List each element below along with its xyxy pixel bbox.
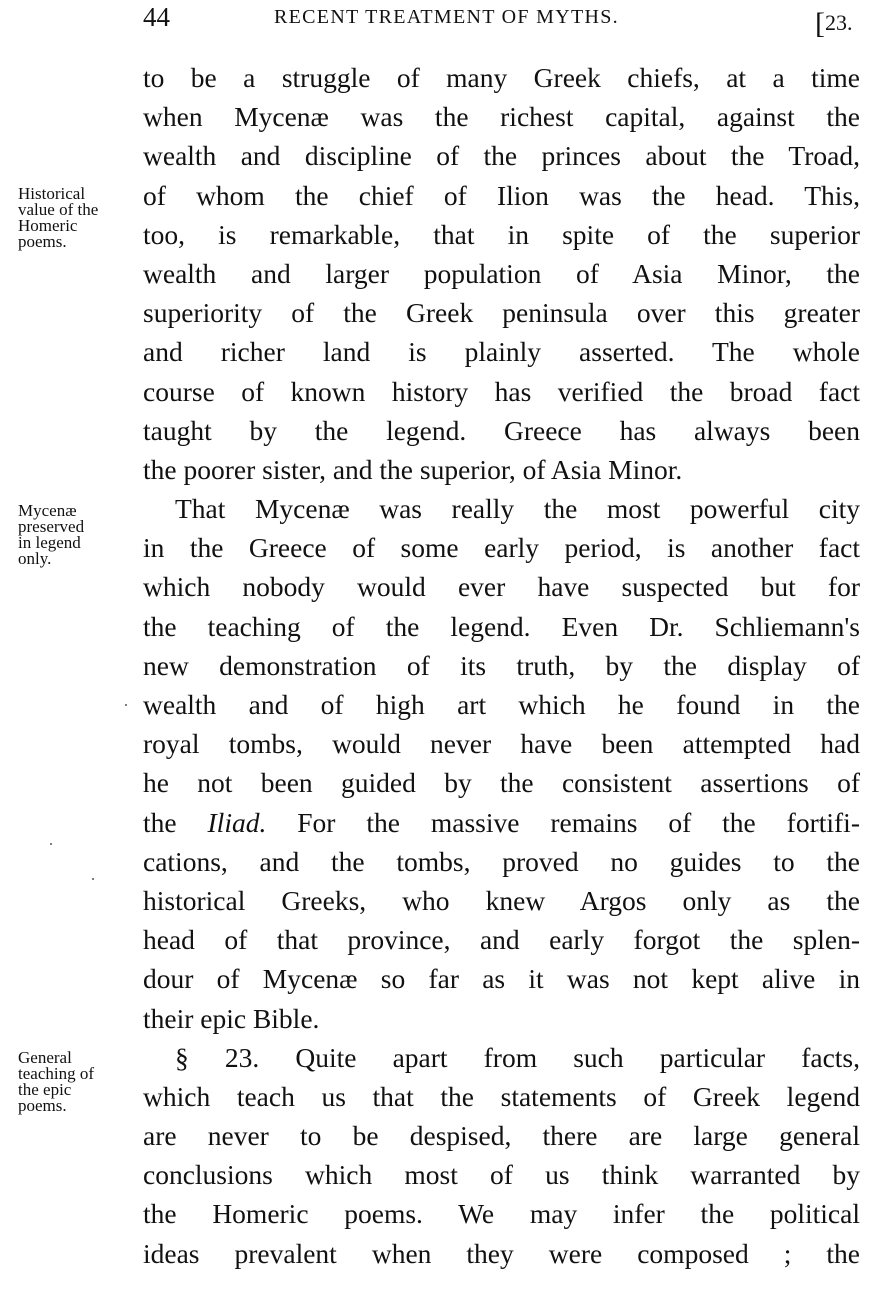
text-line: the Homeric poems. We may infer the political (143, 1198, 860, 1230)
margin-note-historical-value (18, 186, 98, 250)
text-line: wealth and of high art which he found in the (143, 689, 860, 720)
text-line-with-italic (143, 803, 860, 842)
margin-note-line: poems. (18, 1096, 67, 1115)
body-text (143, 58, 860, 1273)
text-line: taught by the legend. Greece has always been (143, 414, 860, 446)
text-line: dour of Mycenæ so far as it was not kept alive in (143, 963, 860, 995)
text-line: he not been guided by the consistent assertions of (143, 767, 860, 799)
text-line: head of that province, and early forgot the splen- (143, 924, 860, 956)
running-title: RECENT TREATMENT OF MYTHS. (274, 6, 619, 28)
text-line: to be a struggle of many Greek chiefs, at a time (143, 62, 860, 93)
text-line: which teach us that the statements of Greek legend (143, 1080, 860, 1112)
margin-note-line: General (18, 1048, 72, 1067)
section-reference-number: 23. (825, 10, 853, 35)
margin-note-line: in legend (18, 533, 81, 552)
text-line: royal tombs, would never have been attempted had (143, 728, 860, 760)
text-line: new demonstration of its truth, by the display of (143, 649, 860, 681)
text-line: historical Greeks, who knew Argos only as the (143, 884, 860, 916)
text-line: and richer land is plainly asserted. The whole (143, 336, 860, 368)
text-line: ideas prevalent when they were composed ; the (143, 1237, 860, 1269)
text-line: cations, and the tombs, proved no guides to the (143, 845, 860, 877)
text-line: the teaching of the legend. Even Dr. Schliemann's (143, 610, 860, 642)
margin-note-line: Historical (18, 184, 86, 203)
text-line: course of known history has verified the broad fact (143, 375, 860, 407)
margin-note-general-teaching (18, 1050, 94, 1114)
margin-note-mycenae (18, 503, 84, 567)
text-line: too, is remarkable, that in spite of the superior (143, 218, 860, 250)
margin-note-line: poems. (18, 232, 67, 251)
text-line: wealth and larger population of Asia Minor, the (143, 257, 860, 289)
text-line: of whom the chief of Ilion was the head. This, (143, 179, 860, 211)
text-line: which nobody would ever have suspected but for (143, 571, 860, 603)
text-line: § 23. Quite apart from such particular facts, (175, 1041, 860, 1073)
text-line: That Mycenæ was really the most powerful city (175, 493, 860, 525)
section-reference: [23. (815, 7, 853, 40)
text-line: superiority of the Greek peninsula over this greater (143, 297, 860, 329)
text-line: in the Greece of some early period, is another fact (143, 532, 860, 564)
text-line: conclusions which most of us think warranted by (143, 1159, 860, 1191)
page-header (0, 2, 890, 38)
margin-note-line: Homeric (18, 216, 78, 235)
ink-speck (92, 878, 94, 880)
ink-speck (125, 704, 127, 706)
italic-title: Iliad. (207, 806, 267, 838)
page-number: 44 (143, 2, 170, 32)
margin-note-line: preserved (18, 517, 85, 536)
margin-note-line: the epic (18, 1080, 72, 1099)
text-line: wealth and discipline of the princes about the Troad, (143, 140, 860, 172)
text-line: their epic Bible. (143, 1002, 320, 1034)
margin-note-line: value of the (18, 200, 99, 219)
margin-note-line: only. (18, 549, 52, 568)
text-line: the poorer sister, and the superior, of Asia Minor. (143, 453, 683, 485)
text-segment: For the massive remains of the fortifi- (266, 806, 860, 838)
text-segment: the (143, 806, 208, 838)
text-line: when Mycenæ was the richest capital, against the (143, 101, 860, 133)
margin-note-line: teaching of (18, 1064, 94, 1083)
text-line: are never to be despised, there are large general (143, 1120, 860, 1152)
margin-note-line: Mycenæ (18, 501, 77, 520)
ink-speck (50, 843, 52, 845)
